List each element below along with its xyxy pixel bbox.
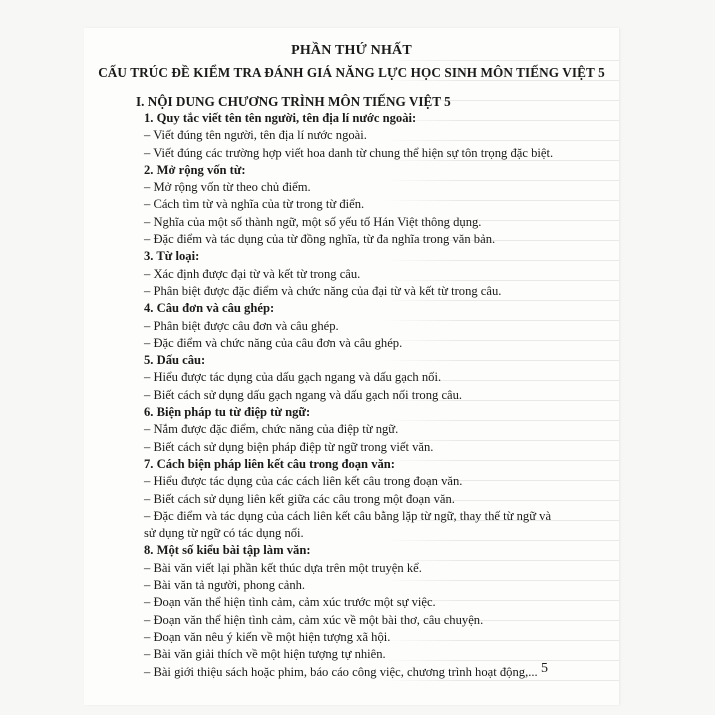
list-item: – Biết cách sử dụng dấu gạch ngang và dấu gạch nối trong câu. <box>144 387 463 402</box>
book-page <box>84 28 619 705</box>
list-item: – Bài văn giải thích về một hiện tượng tự nhiên. <box>144 647 386 662</box>
list-item: – Đoạn văn nêu ý kiến về một hiện tượng xã hội. <box>144 629 391 644</box>
list-item: – Cách tìm từ và nghĩa của từ trong từ điển. <box>144 197 365 212</box>
group-heading: 1. Quy tắc viết tên tên người, tên địa lí nước ngoài: <box>144 111 417 125</box>
list-item: – Đặc điểm và chức năng của câu đơn và câu ghép. <box>144 335 403 350</box>
list-item: – Nghĩa của một số thành ngữ, một số yếu tố Hán Việt thông dụng. <box>144 214 482 229</box>
group-heading: 6. Biện pháp tu từ điệp từ ngữ: <box>144 405 311 420</box>
list-item: – Bài văn viết lại phần kết thúc dựa trên một truyện kể. <box>144 560 422 575</box>
list-item: – Biết cách sử dụng liên kết giữa các câu trong một đoạn văn. <box>144 491 455 506</box>
list-item: – Phân biệt được đặc điểm và chức năng của đại từ và kết từ trong câu. <box>144 283 502 298</box>
group-heading: 2. Mở rộng vốn từ: <box>144 162 246 177</box>
list-item: – Đoạn văn thể hiện tình cảm, cảm xúc trước một sự việc. <box>144 595 436 610</box>
list-item: – Đặc điểm và tác dụng của cách liên kết câu bằng lặp từ ngữ, thay thế từ ngữ và <box>144 508 552 523</box>
group-heading: 5. Dấu câu: <box>144 353 206 368</box>
page-number: 5 <box>541 661 548 676</box>
list-item: – Xác định được đại từ và kết từ trong câu. <box>144 266 361 281</box>
list-item-continuation: sử dụng từ ngữ có tác dụng nối. <box>144 526 304 541</box>
section-heading: I. NỘI DUNG CHƯƠNG TRÌNH MÔN TIẾNG VIỆT 5 <box>136 94 451 109</box>
list-item: – Đoạn văn thể hiện tình cảm, cảm xúc về một bài thơ, câu chuyện. <box>144 612 484 627</box>
list-item: – Viết đúng các trường hợp viết hoa danh từ chung thể hiện sự tôn trọng đặc biệt. <box>144 145 554 160</box>
list-item: – Nắm được đặc điểm, chức năng của điệp từ ngữ. <box>144 422 399 437</box>
content-body <box>144 110 614 681</box>
list-item: – Hiểu được tác dụng của các cách liên kết câu trong đoạn văn. <box>144 474 463 489</box>
list-item: – Biết cách sử dụng biện pháp điệp từ ngữ trong viết văn. <box>144 439 434 454</box>
list-item: – Phân biệt được câu đơn và câu ghép. <box>144 318 339 333</box>
list-item: – Bài văn tả người, phong cảnh. <box>144 578 306 593</box>
list-item: – Đặc điểm và tác dụng của từ đồng nghĩa, từ đa nghĩa trong văn bản. <box>144 232 496 247</box>
list-item: – Bài giới thiệu sách hoặc phim, báo cáo công việc, chương trình hoạt động,... <box>144 664 538 679</box>
page-subtitle: CẤU TRÚC ĐỀ KIỂM TRA ĐÁNH GIÁ NĂNG LỰC HỌC SINH MÔN TIẾNG VIỆT 5 <box>98 65 605 80</box>
page-title: PHẦN THỨ NHẤT <box>291 43 412 58</box>
group-heading: 3. Từ loại: <box>144 249 200 264</box>
list-item: – Mở rộng vốn từ theo chủ điểm. <box>144 180 311 195</box>
list-item: – Hiểu được tác dụng của dấu gạch ngang và dấu gạch nối. <box>144 370 442 385</box>
group-heading: 8. Một số kiểu bài tập làm văn: <box>144 543 311 558</box>
list-item: – Viết đúng tên người, tên địa lí nước ngoài. <box>144 128 367 143</box>
group-heading: 4. Câu đơn và câu ghép: <box>144 301 275 316</box>
group-heading: 7. Cách biện pháp liên kết câu trong đoạn văn: <box>144 456 395 471</box>
